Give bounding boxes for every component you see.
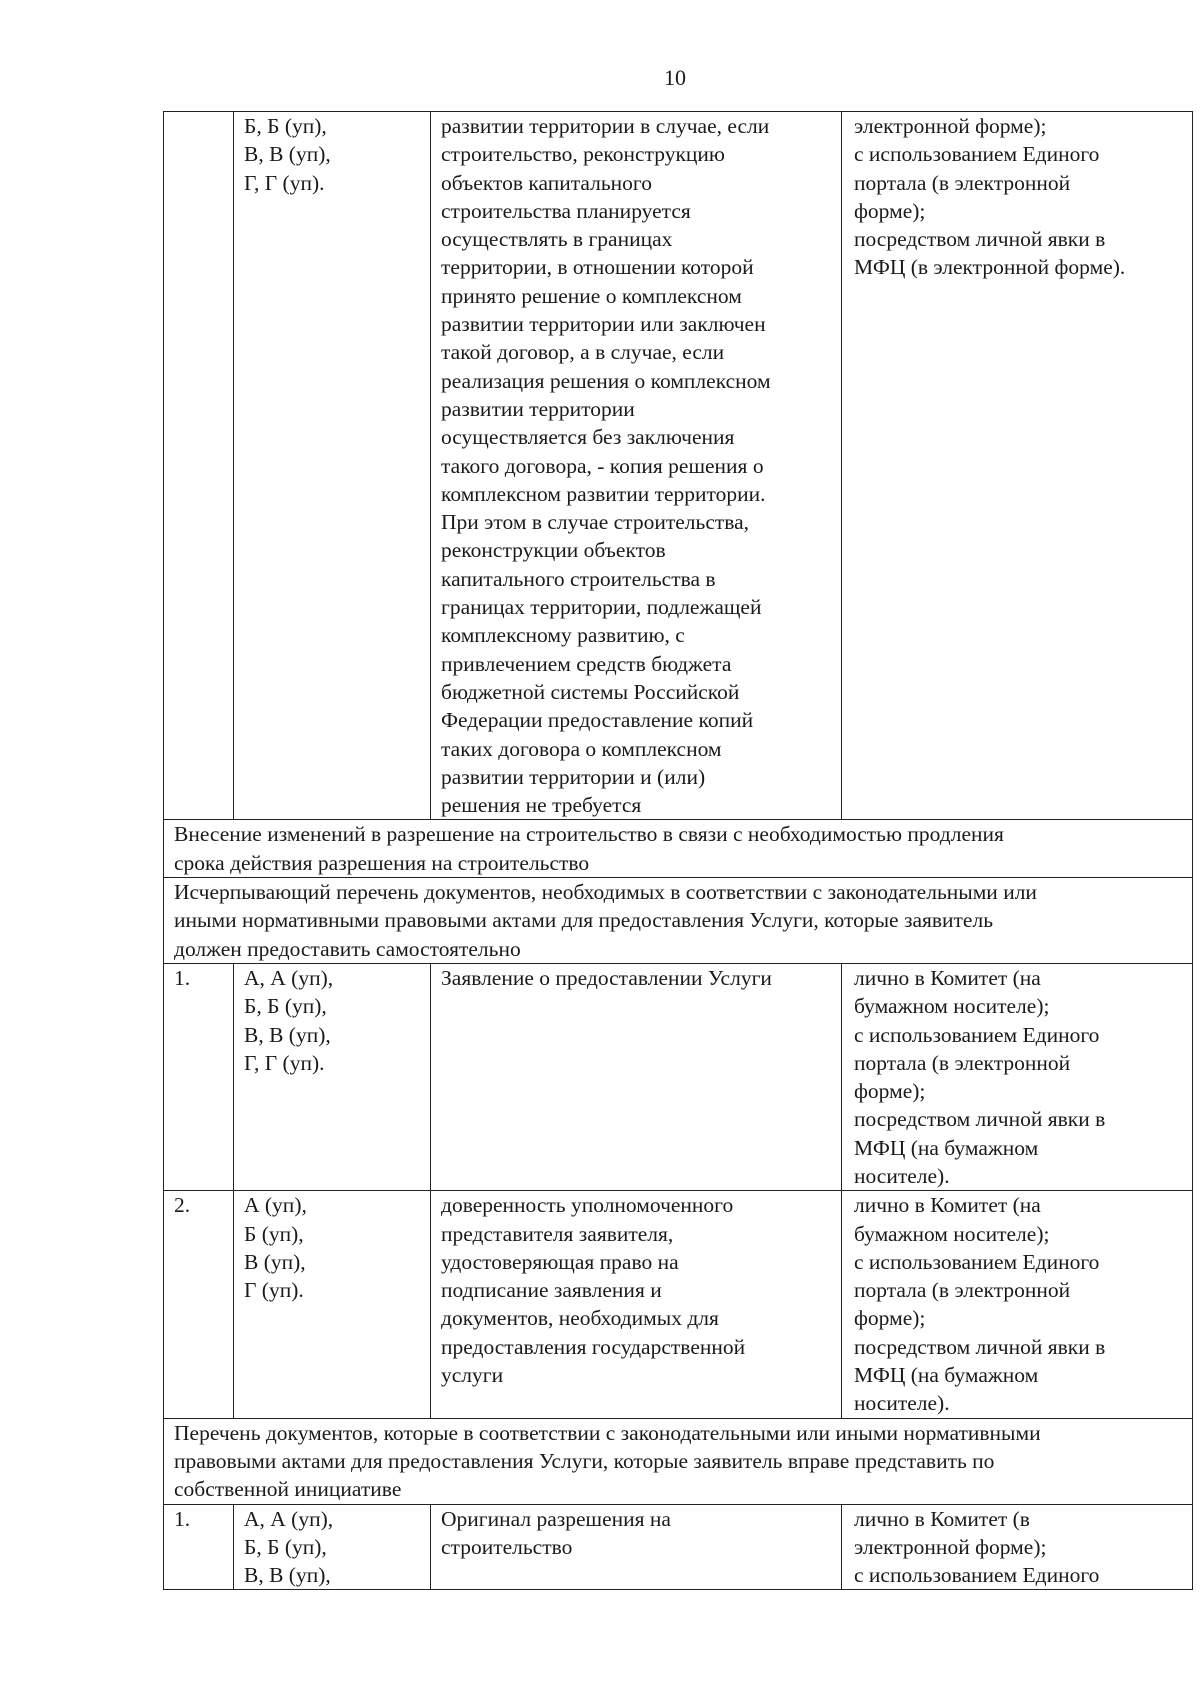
table-row <box>164 1191 1193 1418</box>
document-description: Оригинал разрешения на строительство <box>431 1504 842 1590</box>
document-description: доверенность уполномоченного представителя заявителя, удостоверяющая право на подписание заявления и документов, необходимых для предоставления государственной услуги <box>431 1191 842 1418</box>
page-number: 10 <box>664 65 686 90</box>
section-header-row <box>164 820 1193 878</box>
section-header-row <box>164 1418 1193 1504</box>
section-service-title: Внесение изменений в разрешение на строительство в связи с необходимостью продления срока действия разрешения на строительство <box>164 820 1193 878</box>
row-number: 1. <box>164 1504 234 1590</box>
table-row <box>164 963 1193 1190</box>
document-description: Заявление о предоставлении Услуги <box>431 963 842 1190</box>
applicant-categories: А (уп), Б (уп), В (уп), Г (уп). <box>234 1191 431 1418</box>
row-number <box>164 112 234 820</box>
row-number: 2. <box>164 1191 234 1418</box>
submission-method: электронной форме); с использованием Единого портала (в электронной форме); посредством личной явки в МФЦ (в электронной форме). <box>842 112 1193 820</box>
applicant-categories: А, А (уп), Б, Б (уп), В, В (уп), <box>234 1504 431 1590</box>
document-description: развитии территории в случае, если строительство, реконструкцию объектов капитального строительства планируется осуществлять в границах территории, в отношении которой принято решение о комплексном развитии территории или заключен такой договор, а в случае, если реализация решения о комплексном развитии территории осуществляется без заключения такого договора, - копия решения о комплексном развитии территории. При этом в случае строительства, реконструкции объектов капитального строительства в границах территории, подлежащей комплексному развитию, с привлечением средств бюджета бюджетной системы Российской Федерации предоставление копий таких договора о комплексном развитии территории и (или) решения не требуется <box>431 112 842 820</box>
table-row <box>164 1504 1193 1590</box>
section-mandatory-title: Исчерпывающий перечень документов, необходимых в соответствии с законодательными или иными нормативными правовыми актами для предоставления Услуги, которые заявитель должен предоставить самостоятельно <box>164 878 1193 964</box>
row-number: 1. <box>164 963 234 1190</box>
applicant-categories: Б, Б (уп), В, В (уп), Г, Г (уп). <box>234 112 431 820</box>
applicant-categories: А, А (уп), Б, Б (уп), В, В (уп), Г, Г (уп). <box>234 963 431 1190</box>
table-row <box>164 112 1193 820</box>
documents-table <box>163 111 1193 1590</box>
section-optional-title: Перечень документов, которые в соответствии с законодательными или иными нормативными правовыми актами для предоставления Услуги, которые заявитель вправе представить по собственной инициативе <box>164 1418 1193 1504</box>
submission-method: лично в Комитет (на бумажном носителе); с использованием Единого портала (в электронной форме); посредством личной явки в МФЦ (на бумажном носителе). <box>842 963 1193 1190</box>
submission-method: лично в Комитет (на бумажном носителе); с использованием Единого портала (в электронной форме); посредством личной явки в МФЦ (на бумажном носителе). <box>842 1191 1193 1418</box>
submission-method: лично в Комитет (в электронной форме); с использованием Единого <box>842 1504 1193 1590</box>
section-header-row <box>164 878 1193 964</box>
